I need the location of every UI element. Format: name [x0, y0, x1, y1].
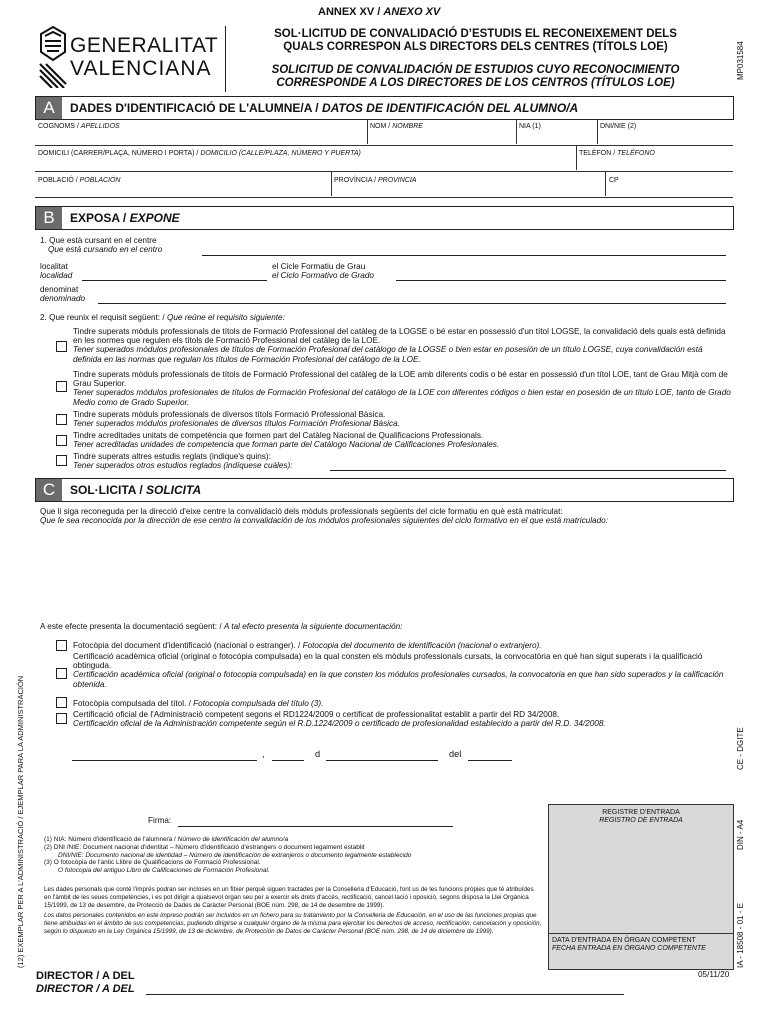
grau-input-line[interactable]: [396, 280, 726, 281]
field-dni[interactable]: DNI/NIE (2): [600, 123, 637, 130]
doc4-ca: Certificació oficial de l'Administració competent segons el RD1224/2009 o certificat de professionalitat establit a partir del RD 34/2008.: [73, 710, 560, 719]
field-provincia[interactable]: [334, 177, 416, 185]
item1-es: Que está cursando en el centro: [48, 245, 163, 254]
annex-es: ANEXO XV: [383, 6, 441, 18]
section-b-title-es: EXPONE: [129, 211, 180, 225]
option1-ca: Tindre superats mòduls professionals de títols de Formació Professional del catàleg de la LOGSE o bé estar en possessió d'un títol LOGSE, la convalidació dels quals està definida en les normes que regulen els títols de Formació Professional del catàleg de la LOE.: [73, 327, 726, 346]
option5-checkbox[interactable]: [56, 455, 67, 466]
doc2-text: [73, 652, 733, 689]
section-a-header: [35, 96, 734, 120]
domicilio-label: DOMICILIO (CALLE/PLAZA, NÚMERO Y PUERTA): [200, 150, 361, 157]
privacy-text: [44, 886, 542, 936]
title-es-line2: CORRESPONDE A LOS DIRECTORES DE LOS CENTROS (TÍTULOS LOE): [276, 77, 675, 89]
denominado-label: denominado: [40, 294, 86, 303]
option2-checkbox[interactable]: [56, 381, 67, 392]
date-year-line[interactable]: [468, 760, 512, 761]
doc3-checkbox[interactable]: [56, 697, 67, 708]
registre-date-es: FECHA ENTRADA EN ÓRGANO COMPETENTE: [552, 945, 706, 952]
registre-ca: REGISTRE D'ENTRADA: [602, 809, 680, 816]
localitat-label: localitat: [40, 262, 68, 271]
title-block: [228, 28, 723, 90]
registre-date-ca: DATA D'ENTRADA EN ÒRGAN COMPETENT: [552, 937, 696, 944]
centre-input-line[interactable]: [202, 255, 726, 256]
section-a-letter: A: [36, 97, 62, 119]
firma-line[interactable]: [178, 826, 453, 827]
section-a-title-ca: DADES D'IDENTIFICACIÓ DE L'ALUMNE/A /: [70, 101, 319, 115]
logo-line2: VALENCIANA: [70, 57, 212, 80]
right-code1: CE - DGITE: [736, 727, 745, 770]
section-b-letter: B: [36, 207, 62, 229]
annex-ca: ANNEX XV /: [318, 6, 381, 18]
option4-text: [73, 431, 733, 449]
option1-text: [73, 327, 733, 364]
denominat-label: denominat: [40, 285, 79, 294]
field-cognoms[interactable]: [38, 123, 120, 131]
registre-es: REGISTRO DE ENTRADA: [599, 817, 683, 824]
localitat-input-line[interactable]: [82, 280, 267, 281]
notes: [44, 836, 544, 875]
nom-label: NOM /: [370, 123, 391, 130]
note1-ca: (1) NIA: Número d'identificació de l'alumne/a /: [44, 836, 176, 843]
header-divider: [225, 26, 226, 92]
registre-divider: [549, 933, 733, 934]
option1-es: Tener superados módulos profesionales de títulos de Formación Profesional del catálogo de la LOGSE o bien estar en posesión de un título LOGSE, cuya convalidación está definida en las normas que regulan los títulos de Formación Profesional del catálogo de la LOE.: [73, 345, 703, 364]
field-telefon[interactable]: [579, 150, 655, 158]
option3-text: [73, 410, 733, 428]
section-c-title: [70, 483, 201, 497]
cicle-ca: el Cicle Formatiu de Grau: [272, 262, 366, 271]
divider-a6: [605, 172, 606, 196]
field-domicili[interactable]: [38, 150, 361, 158]
date-month-line[interactable]: [326, 760, 438, 761]
row-line-a1: [35, 145, 733, 146]
item2-es: Que reúne el requisito siguiente:: [167, 313, 285, 322]
doc3-ca: Fotocòpia compulsada del títol. /: [73, 699, 191, 708]
doc1-checkbox[interactable]: [56, 640, 67, 651]
section-c-letter: C: [36, 479, 62, 501]
date-del: del: [449, 749, 462, 759]
annex-label: [318, 6, 440, 18]
divider-a4: [576, 146, 577, 170]
doc2-checkbox[interactable]: [56, 668, 67, 679]
field-nom[interactable]: [370, 123, 423, 131]
option2-text: [73, 370, 733, 407]
registre-box: [548, 804, 734, 970]
right-code3: IA - 18508 - 01 - E: [736, 903, 745, 968]
note2-ca: (2) DNI /NIE: Document nacional d'identitat – Número d'identificació d'estrangers o document legalment establit: [44, 843, 365, 851]
director-es: DIRECTOR / A DEL: [36, 983, 135, 995]
date-day-line[interactable]: [272, 760, 304, 761]
item2-ca: 2. Que reunix el requisit següent: /: [40, 313, 165, 322]
privacy-es: Los datos personales contenidos en este impreso podrán ser incluidos en un fichero para su tratamiento por la Conselleria de Educación, en el uso de las funciones propias que tiene atribuidas en el ámbito de sus competencias, pudiendo dirigirse a cualquier órgano de la misma para ejercitar los derechos de acceso, rectificación, cancelación y oposición, según lo dispuesto en la Ley Orgánica 15/1999, de 13 de diciembre, de Protección de Datos de Carácter Personal (BOE núm. 298, de 14 de diciembre de 1999).: [44, 912, 542, 935]
telefon-label: TELÈFON /: [579, 150, 616, 157]
option4-ca: Tindre acreditades unitats de competència que formen part del Catàleg Nacional de Qualificacions Professionals.: [73, 431, 484, 440]
footer-date: 05/11/20: [698, 970, 730, 979]
cicle-es: el Ciclo Formativo de Grado: [272, 271, 374, 280]
nombre-label: NOMBRE: [392, 123, 423, 130]
item1-ca: 1. Que està cursant en el centre: [40, 236, 157, 245]
logo-line1: GENERALITAT: [70, 34, 219, 57]
apellidos-label: APELLIDOS: [80, 123, 120, 130]
telefono-label: TELÉFONO: [617, 150, 655, 157]
section-b-title-ca: EXPOSA /: [70, 211, 127, 225]
row-line-a3: [35, 197, 733, 198]
doc4-es: Certificación oficial de la Administración competente según el R.D.1224/2009 o certificado de profesionalidad establecido a partir del R.D. 34/2008.: [73, 719, 606, 729]
denominat-input-line[interactable]: [98, 303, 726, 304]
note3-es: O fotocopia del antiguo Libro de Calificaciones de Formación Profesional.: [58, 867, 270, 875]
poblacio-label: POBLACIÓ /: [38, 177, 78, 184]
localidad-label: localidad: [40, 271, 73, 280]
generalitat-emblem-icon: [36, 24, 70, 88]
provincia-es-label: PROVINCIA: [377, 177, 417, 184]
divider-a5: [331, 172, 332, 196]
section-a-title: [70, 101, 578, 115]
option4-checkbox[interactable]: [56, 435, 67, 446]
field-nia[interactable]: NIA (1): [519, 123, 541, 130]
director-line[interactable]: [146, 994, 624, 995]
date-place-line[interactable]: [72, 760, 257, 761]
note1-es: Número de identificación del alumno/a: [177, 836, 289, 843]
field-poblacio[interactable]: [38, 177, 121, 185]
option3-es: Tener superados módulos profesionales de diversos títulos Formación Profesional Básica.: [73, 419, 400, 429]
doc1-ca: Fotocòpia del document d'identificació (nacional o estranger). /: [73, 641, 301, 650]
docs-intro-es: A tal efecto presenta la siguiente documentación:: [223, 622, 403, 631]
doc3-text: [73, 699, 733, 708]
note2-es: DNI/NIE: Documento nacional de identidad – Número de identificación de extranjeros o documento legalmente establecido: [58, 851, 412, 859]
logo: [36, 24, 221, 90]
title-ca-line2: QUALS CORRESPON ALS DIRECTORS DELS CENTRES (TÍTOLS LOE): [283, 41, 668, 53]
docs-intro: [40, 622, 402, 631]
request-ca: Que li siga reconeguda per la direcció d'eixe centre la convalidació dels mòduls professionals següents del cicle formatiu en què està matriculat:: [40, 507, 563, 516]
doc1-es: Fotocopia del documento de identificación (nacional o extranjero).: [302, 641, 542, 650]
firma-label: Firma:: [148, 816, 172, 825]
option5-ca: Tindre superats altres estudis reglats (indique's quins):: [73, 452, 271, 461]
divider-a2: [516, 120, 517, 144]
request-text-area[interactable]: [40, 528, 730, 616]
doc2-ca: Certificació acadèmica oficial (original o fotocòpia compulsada) en la qual consten els mòduls professionals cursats, la convocatòria en què han sigut superats i la qualificació obtinguda.: [73, 652, 703, 671]
divider-a3: [597, 120, 598, 144]
option5-text: [73, 452, 733, 470]
doc3-es: Fotocopia compulsada del título (3).: [193, 699, 324, 708]
left-vertical-text: (12) EXEMPLAR PER A L'ADMINISTRACIÓ / EJEMPLAR PARA LA ADMINISTRACIÓN: [16, 675, 25, 968]
domicili-label: DOMICILI (CARRER/PLAÇA, NÚMERO I PORTA) /: [38, 150, 199, 157]
option1-checkbox[interactable]: [56, 341, 67, 352]
poblacion-label: POBLACIÓN: [79, 177, 121, 184]
doc4-checkbox[interactable]: [56, 713, 67, 724]
option3-checkbox[interactable]: [56, 414, 67, 425]
provincia-ca-label: PROVÍNCIA /: [334, 177, 377, 184]
option2-ca: Tindre superats mòduls professionals de títols de Formació Professional del catàleg de la LOE amb diferents codis o bé estar en possessió d'un títol LOE, tant de Grau Mitjà com de Grau Superior.: [73, 370, 728, 389]
section-c-title-ca: SOL·LICITA /: [70, 483, 143, 497]
field-cp[interactable]: CP: [609, 177, 619, 184]
note3-ca: (3) O fotocòpia de l'antic Llibre de Qualificacions de Formació Professional.: [44, 859, 261, 867]
option5-es: Tener superados otros estudios reglados (indíquese cuáles):: [73, 461, 293, 471]
cognoms-label: COGNOMS /: [38, 123, 79, 130]
divider-a1: [367, 120, 368, 144]
request-es: Que le sea reconocida por la dirección de ese centro la convalidación de los módulos profesionales siguientes del ciclo formativo en el que está matriculado:: [40, 516, 608, 525]
doc1-text: [73, 641, 733, 650]
note1: [44, 836, 544, 844]
section-b-title: [70, 211, 180, 225]
right-code2: DIN - A4: [736, 819, 745, 850]
title-es-line1: SOLICITUD DE CONVALIDACIÓN DE ESTUDIOS CUYO RECONOCIMIENTO: [271, 64, 680, 76]
option5-input-line[interactable]: [330, 470, 726, 471]
section-b-header: [35, 206, 734, 230]
privacy-ca: Les dades personals que conté l'imprés podran ser incloses en un fitxer perquè siguen tractades per la Conselleria d'Educació, font us de les funcions pròpies que té atribuïdes en l'àmbit de les seues competències, i es pot dirigir a qualsevol òrgan seu per a exercir els drets d'accés, rectificació, cancel·lació i oposició, segons disposa la Llei Orgànica 15/1999, de 13 de desembre, de Protecció de Dades de Caràcter Personal (BOE núm. 298, de 14 de desembre de 1999).: [44, 886, 534, 909]
section-a-title-es: DATOS DE IDENTIFICACIÓN DEL ALUMNO/A: [321, 101, 579, 115]
title-ca-line1: SOL·LICITUD DE CONVALIDACIÓ D’ESTUDIS EL RECONEIXEMENT DELS: [274, 28, 677, 40]
section-c-header: [35, 478, 734, 502]
doc2-es: Certificación académica oficial (original o fotocopia compulsada) en la que consten los módulos profesionales cursados, la convocatoria en que han sido superados y la calificación obtenida.: [73, 670, 724, 689]
row-line-a2: [35, 171, 733, 172]
director-ca: DIRECTOR / A DEL: [36, 970, 135, 982]
doc4-text: [73, 710, 733, 728]
code-top: MP031584: [736, 41, 745, 80]
option3-ca: Tindre superats mòduls professionals de diversos títols Formació Professional Bàsica.: [73, 410, 386, 419]
date-d: d: [315, 749, 321, 759]
option2-es: Tener superados módulos profesionales de títulos de Formación Profesional del catálogo de la LOE con diferentes códigos o bien estar en posesión de un título LOE, tanto de Grado Medio como de Grado Superior.: [73, 388, 731, 407]
docs-intro-ca: A este efecte presenta la documentació següent: /: [40, 622, 222, 631]
option4-es: Tener acreditadas unidades de competencia que forman parte del Catálogo Nacional de Calificaciones Profesionales.: [73, 440, 500, 450]
date-comma: ,: [262, 749, 265, 759]
section-c-title-es: SOLICITA: [146, 483, 202, 497]
item2-label: [40, 313, 285, 322]
